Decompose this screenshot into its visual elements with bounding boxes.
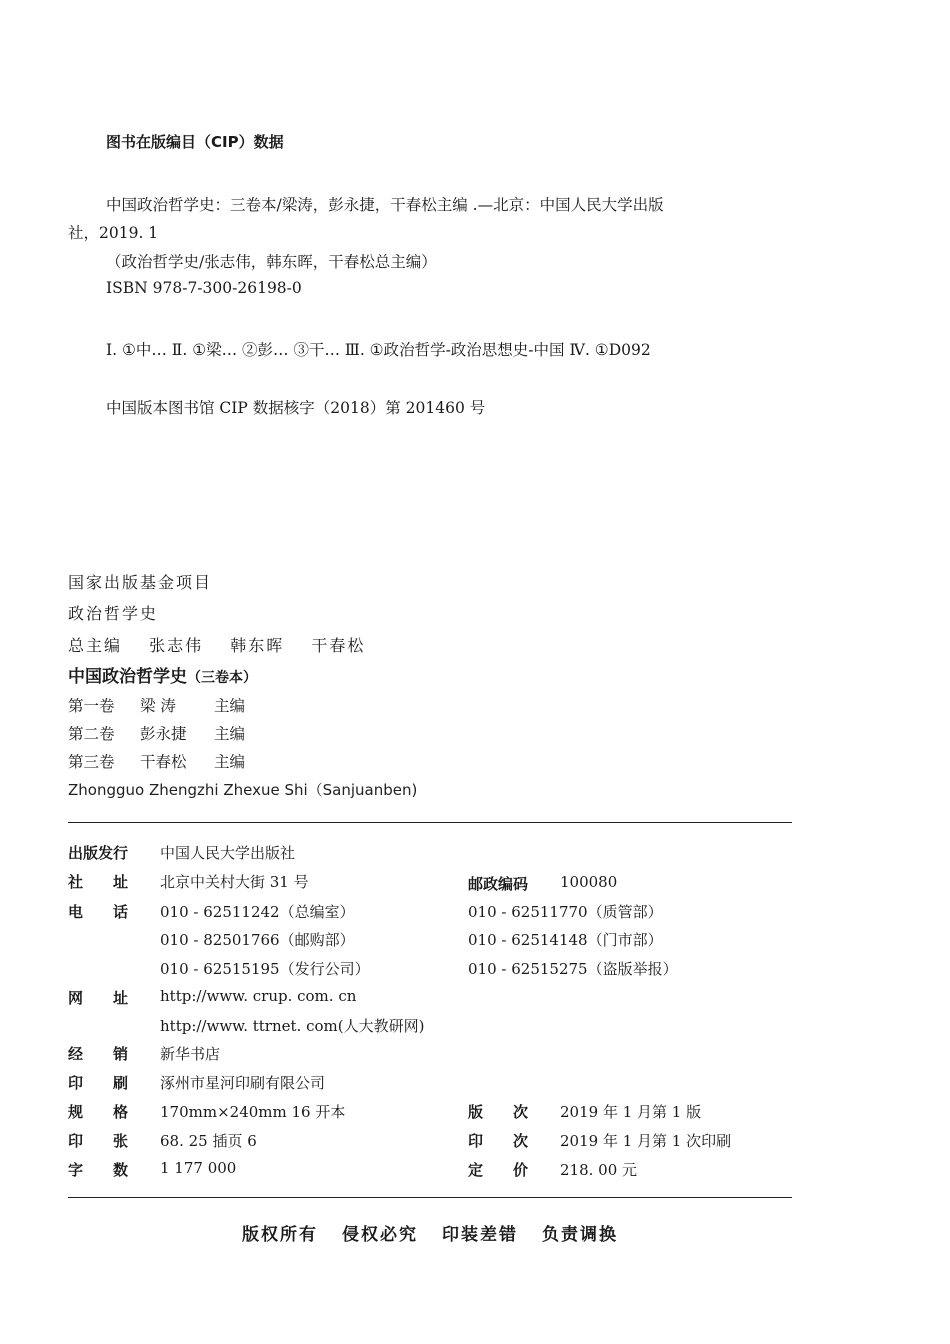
address-label: 社 址: [68, 873, 129, 891]
price-value: 218. 00 元: [560, 1161, 638, 1179]
edition-label: 版 次: [468, 1103, 529, 1121]
web-value-1: http://www. crup. com. cn: [160, 987, 357, 1005]
volume-role: 主编: [214, 697, 246, 715]
spec-value: 170mm×240mm 16 开本: [160, 1103, 346, 1121]
book-title: [68, 662, 257, 687]
postcode-value: 100080: [560, 873, 618, 891]
sheets-value: 68. 25 插页 6: [160, 1132, 257, 1150]
series-name: 政治哲学史: [68, 604, 159, 623]
printing-label: 印 次: [468, 1132, 529, 1150]
bottom-rule: [68, 1197, 792, 1198]
web-label: 网 址: [68, 989, 129, 1007]
volume-editor: 梁 涛: [140, 697, 176, 715]
volume-3: [68, 750, 245, 772]
distributor-label: 经 销: [68, 1045, 129, 1063]
phone-label: 电 话: [68, 903, 129, 921]
edition-value: 2019 年 1 月第 1 版: [560, 1103, 702, 1121]
postcode-label: 邮政编码: [468, 875, 529, 893]
top-rule: [68, 822, 792, 823]
words-value: 1 177 000: [160, 1159, 237, 1177]
volume-2: [68, 722, 245, 744]
volume-editor: 干春松: [140, 753, 187, 771]
volume-role: 主编: [214, 725, 246, 743]
spec-label: 规 格: [68, 1103, 129, 1121]
words-label: 字 数: [68, 1161, 129, 1179]
volume-role: 主编: [214, 753, 246, 771]
cip-heading: 图书在版编目（CIP）数据: [106, 133, 284, 151]
volume-label: 第二卷: [68, 725, 115, 743]
publisher-label: 出版发行: [68, 844, 129, 862]
cip-classification: Ⅰ. ①中… Ⅱ. ①梁… ②彭… ③干… Ⅲ. ①政治哲学-政治思想史-中国 Ⅳ. ①D092: [106, 341, 651, 359]
series-editor-1: 张志伟: [149, 636, 204, 655]
series-editors-label: 总主编: [68, 636, 123, 655]
publisher-value: 中国人民大学出版社: [160, 844, 296, 862]
sheets-label: 印 张: [68, 1132, 129, 1150]
volume-1: [68, 694, 245, 716]
rights-phrase: 负责调换: [542, 1225, 618, 1245]
phone-right-3: 010 - 62515275（盗版举报）: [468, 960, 678, 978]
series-editors: [68, 633, 365, 656]
book-title-sub: （三卷本）: [187, 670, 257, 686]
rights-phrase: 侵权必究: [342, 1225, 418, 1245]
phone-left-2: 010 - 82501766（邮购部）: [160, 931, 355, 949]
cip-line-2: 社，2019. 1: [68, 224, 159, 242]
printer-value: 涿州市星河印刷有限公司: [160, 1074, 326, 1092]
volume-editor: 彭永捷: [140, 725, 187, 743]
series-editor-3: 干春松: [311, 636, 366, 655]
cip-number: 中国版本图书馆 CIP 数据核字（2018）第 201460 号: [106, 399, 486, 417]
price-label: 定 价: [468, 1161, 529, 1179]
series-editor-2: 韩东晖: [230, 636, 285, 655]
cip-line-3: （政治哲学史/张志伟，韩东晖，干春松总主编）: [106, 253, 437, 271]
cip-line-1: 中国政治哲学史：三卷本/梁涛，彭永捷，干春松主编 .—北京：中国人民大学出版: [106, 196, 664, 214]
cip-isbn: ISBN 978-7-300-26198-0: [106, 279, 302, 297]
phone-left-3: 010 - 62515195（发行公司）: [160, 960, 370, 978]
rights-phrase: 版权所有: [242, 1225, 318, 1245]
printer-label: 印 刷: [68, 1074, 129, 1092]
rights-phrase: 印装差错: [442, 1225, 518, 1245]
volume-label: 第三卷: [68, 753, 115, 771]
rights-notice: [0, 1220, 860, 1245]
phone-right-2: 010 - 62514148（门市部）: [468, 931, 663, 949]
web-value-2: http://www. ttrnet. com(人大教研网): [160, 1017, 425, 1035]
printing-value: 2019 年 1 月第 1 次印刷: [560, 1132, 732, 1150]
phone-right-1: 010 - 62511770（质管部）: [468, 903, 663, 921]
distributor-value: 新华书店: [160, 1045, 221, 1063]
phone-left-1: 010 - 62511242（总编室）: [160, 903, 355, 921]
volume-label: 第一卷: [68, 697, 115, 715]
address-value: 北京中关村大街 31 号: [160, 873, 309, 891]
book-pinyin: Zhongguo Zhengzhi Zhexue Shi（Sanjuanben): [68, 781, 418, 799]
series-project: 国家出版基金项目: [68, 573, 213, 592]
book-title-main: 中国政治哲学史: [68, 667, 187, 687]
